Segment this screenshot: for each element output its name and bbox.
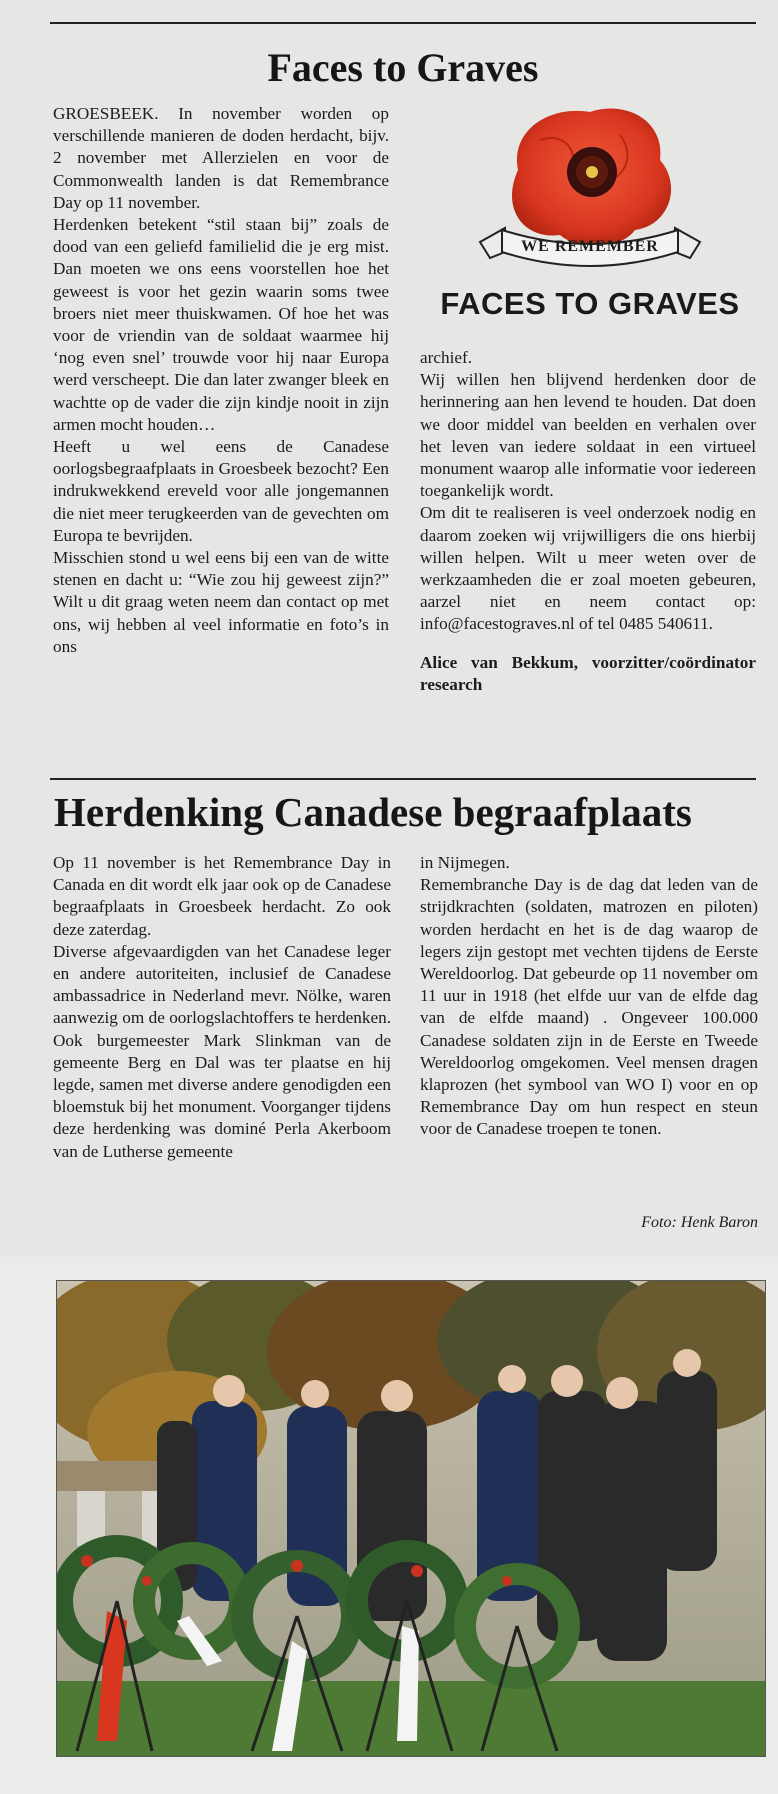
paragraph: Wij willen hen blijvend herdenken door de herinnering aan hen levend te houden. Dat doen we door middel van beelden en verhalen over het leven van iedere soldaat in een virtueel monument waarop alle informatie voor iedereen toegankelijk wordt. <box>420 370 756 501</box>
article2-column-left <box>53 852 391 1163</box>
paragraph: Remembranche Day is de dag dat leden van de strijdkrachten (soldaten, matrozen en piloten) worden herdacht en het is de dag waarop de legers zijn gestopt met vechten tijdens de Eerste Wereldoorlog. Dat gebeurde op 11 november om 11 uur in 1918 (het elfde uur van de elfde dag van de elfde maand) . Ongeveer 100.000 Canadese soldaten zijn in de Eerste en Tweede Wereldoorlog omgekomen. Veel mensen dragen klaprozen (het symbool van WO I) voor en op Remembrance Day om hun respect en steun voor de Canadese troepen te tonen. <box>420 875 758 1139</box>
paragraph: Misschien stond u wel eens bij een van de witte stenen en dacht u: “Wie zou hij geweest zijn?” Wilt u dit graag weten neem dan contact op met ons, wij hebben al veel informatie en foto’s in ons <box>53 548 389 656</box>
logo-banner-text: WE REMEMBER <box>521 238 659 255</box>
paragraph: Herdenken betekent “stil staan bij” zoals de dood van een geliefd familielid die je erg mist. Dan moeten we ons eens voorstellen hoe het geweest is voor het gezin waarin soms twee broers niet meer thuiskwamen. Of hoe het was voor de vriendin van de soldaat waarmee hij ‘nog even snel’ trouwde voor hij naar Europa werd verscheept. Die dan later zwanger bleek en wachtte op de vader die zijn kindje nooit in zijn armen mocht houden… <box>53 215 389 434</box>
paragraph: in Nijmegen. <box>420 853 510 872</box>
article1-column-left <box>53 103 389 658</box>
article1-headline: Faces to Graves <box>267 45 539 90</box>
paragraph: archief. <box>420 348 472 367</box>
photo-credit: Foto: Henk Baron <box>641 1214 758 1231</box>
author-signature: Alice van Bekkum, voorzitter/coördinator research <box>420 652 756 694</box>
logo-title: FACES TO GRAVES <box>440 286 740 321</box>
article2-headline: Herdenking Canadese begraafplaats <box>54 789 692 835</box>
article2-column-right <box>420 852 758 1141</box>
paragraph: Op 11 november is het Remembrance Day in Canada en dit wordt elk jaar ook op de Canadese begraafplaats in Groesbeek herdacht. Zo ook deze zaterdag. <box>53 853 391 939</box>
paragraph: Diverse afgevaardigden van het Canadese leger en andere autoriteiten, inclusief de Canadese ambassadrice in Nederland mevr. Nölke, waren aanwezig om de oorlogslachtoffers te herdenken. Ook burgemeester Mark Slinkman van de gemeente Berg en Dal was ter plaatse en hij legde, samen met diverse andere genodigden een bloemstuk bij het monument. Voorganger tijdens deze herdenking was dominé Perla Akerboom van de Lutherse gemeente <box>53 941 391 1161</box>
paragraph: Heeft u wel eens de Canadese oorlogsbegraafplaats in Groesbeek bezocht? Een indrukwekkend ereveld voor alle jongemannen die niet meer terugkeerden van de gevechten om Europa te bevrijden. <box>53 437 389 545</box>
faces-to-graves-logo <box>420 100 760 335</box>
ceremony-photo <box>56 1280 766 1757</box>
photo-clipping <box>0 1263 778 1794</box>
poppy-icon <box>420 100 760 285</box>
article1-column-right <box>420 347 756 696</box>
section-rule <box>50 778 756 780</box>
paragraph: Om dit te realiseren is veel onderzoek nodig en daarom zoeken wij vrijwilligers die ons hierbij willen helpen. Wilt u meer weten over de werkzaamheden die er zoal moeten gebeuren, aarzel niet en neem contact op: info@facestograves.nl of tel 0485 540611. <box>420 503 756 634</box>
top-rule <box>50 22 756 24</box>
paragraph: GROESBEEK. In november worden op verschillende manieren de doden herdacht, bijv. 2 november met Allerzielen en voor de Commonwealth landen is dat Remembrance Day op 11 november. <box>53 104 389 212</box>
